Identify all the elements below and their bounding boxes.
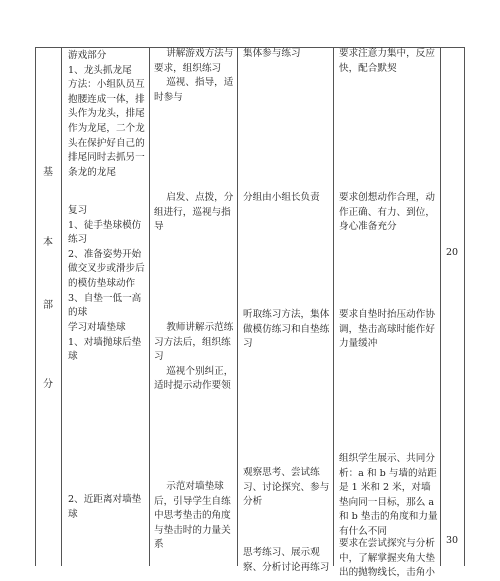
duration-1: 20 [445,247,459,258]
student-review: 分组由小组长负责 [243,192,320,203]
content-review: 复习 1、徒手垫球模仿练习 2、准备姿势开始做交叉步或滑步后的模仿垫球动作 3、自垫一低一高的球 [68,205,145,319]
teacher-wall: 教师讲解示范练习方法后，组织练习 巡视个别纠正，适时提示动作要领 [154,322,234,392]
student-game: 集体参与练习 [243,48,301,59]
teacher-close: 示范对墙垫球后，引导学生自练中思考垫击的角度与垫击时的力量关系 [154,481,231,551]
duration-2: 30 [445,535,459,546]
content-close: 2、近距离对墙垫球 [68,494,142,520]
requirement-review: 要求创想动作合理，动作正确、有力、到位，身心准备充分 [339,192,435,233]
col-divider-3 [237,47,238,566]
content-game: 游戏部分 1、龙头抓龙尾 方法：小组队员互抱腰连成一体，排头作为龙头，排尾作为龙尾，二个龙头在保护好自己的排尾同时去抓另一条龙的龙尾 [68,50,145,178]
teacher-game: 讲解游戏方法与要求，组织练习 巡视、指导，适时参与 [154,48,234,103]
requirement-game: 要求注意力集中，反应快，配合默契 [339,48,435,74]
col-divider-4 [333,47,334,566]
requirement-next: 要求在尝试探究与分析中，了解掌握夹角大垫出的抛物线长，击角小 [339,538,435,579]
student-wall: 听取练习方法，集体做模仿练习和自垫练习 [243,309,330,350]
section-label-char-1: 基 [43,167,53,178]
requirement-wall: 要求自垫时抬压动作协调，垫击高球时能作好力量缓冲 [339,309,435,350]
student-close: 观察思考、尝试练习、讨论探究、参与分析 [243,467,330,508]
teacher-review: 启发、点拨，分组进行，巡视与指导 [154,192,234,233]
section-label-char-2: 本 [43,237,53,248]
table-border-right [464,47,465,566]
section-label-char-3: 部 [43,300,53,311]
student-next: 思考练习、展示观察、分析讨论再练习 [243,547,330,573]
content-wall: 学习对墙垫球 1、对墙抛球后垫球 [68,322,142,363]
col-divider-2 [149,47,150,566]
requirement-close: 组织学生展示、共同分析：a 和 b 与墙的站距是 1 米和 2 米，对墙垫向同一目标，那么 a 和 b 垫击的角度和力量有什么不同 [339,453,438,537]
section-label-char-4: 分 [43,379,53,390]
col-divider-5 [440,47,441,566]
col-divider-1 [61,47,62,566]
